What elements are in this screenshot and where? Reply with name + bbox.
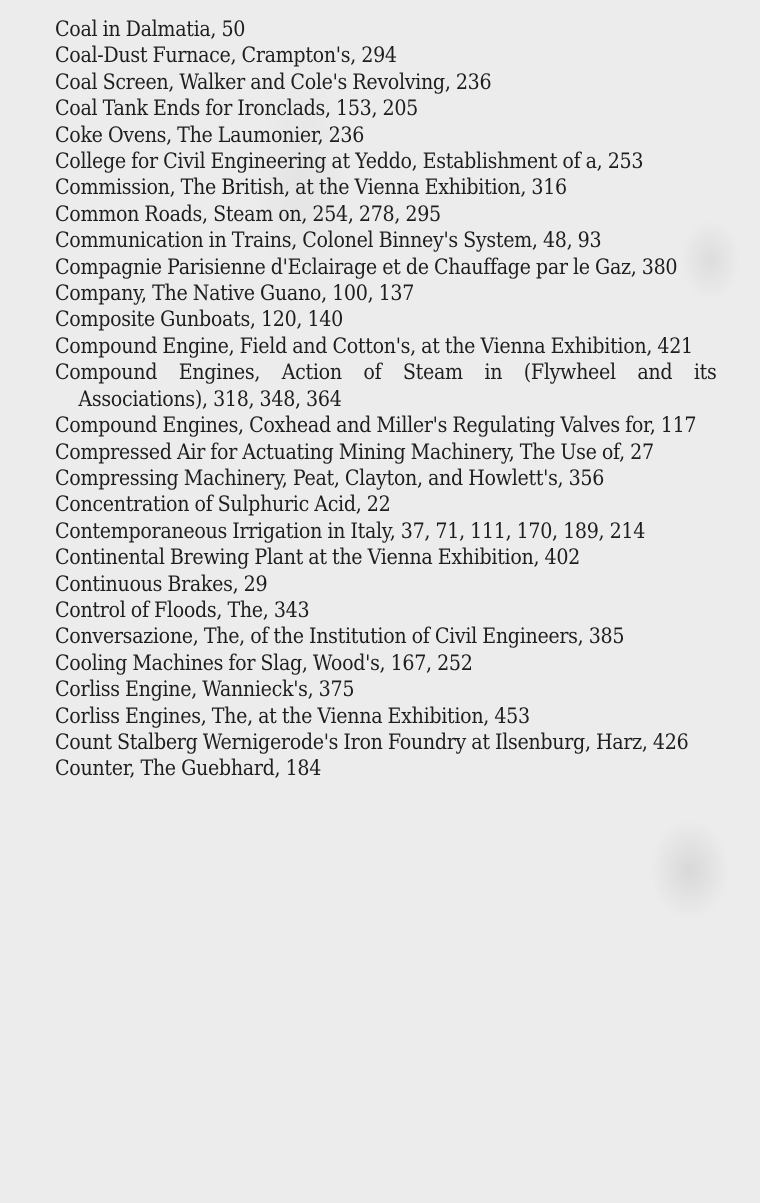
index-entry: Control of Floods, The, 343 xyxy=(55,596,310,622)
index-entry: Corliss Engine, Wannieck's, 375 xyxy=(55,676,355,702)
index-entry: Compressing Machinery, Peat, Clayton, and Howlett's, 356 xyxy=(55,464,605,490)
index-entry: Counter, The Guebhard, 184 xyxy=(55,755,322,781)
index-entry: Coal Tank Ends for Ironclads, 153, 205 xyxy=(55,95,418,121)
index-entry: Contemporaneous Irrigation in Italy, 37, 71, 111, 170, 189, 214 xyxy=(55,517,646,543)
index-entry: Communication in Trains, Colonel Binney's System, 48, 93 xyxy=(55,227,602,253)
index-entry: Corliss Engines, The, at the Vienna Exhibition, 453 xyxy=(55,702,530,728)
index-entry: College for Civil Engineering at Yeddo, Establishment of a, 253 xyxy=(55,148,644,174)
index-page xyxy=(55,16,717,782)
index-entry: Coal Screen, Walker and Cole's Revolving, 236 xyxy=(55,68,492,94)
index-entry: Concentration of Sulphuric Acid, 22 xyxy=(55,491,391,517)
index-entry: Common Roads, Steam on, 254, 278, 295 xyxy=(55,200,441,226)
index-entry: Coke Ovens, The Laumonier, 236 xyxy=(55,121,365,147)
index-entry: Count Stalberg Wernigerode's Iron Foundry at Ilsenburg, Harz, 426 xyxy=(55,728,689,754)
index-entry: Compagnie Parisienne d'Eclairage et de Chauffage par le Gaz, 380 xyxy=(55,253,678,279)
index-entry: Composite Gunboats, 120, 140 xyxy=(55,306,343,332)
index-entry: Compound Engine, Field and Cotton's, at the Vienna Exhibition, 421 xyxy=(55,332,693,358)
index-entry: Continuous Brakes, 29 xyxy=(55,570,268,596)
index-entry: Cooling Machines for Slag, Wood's, 167, 252 xyxy=(55,649,473,675)
index-entry: Company, The Native Guano, 100, 137 xyxy=(55,280,415,306)
index-entry: Coal-Dust Furnace, Crampton's, 294 xyxy=(55,42,397,68)
index-entry: Continental Brewing Plant at the Vienna Exhibition, 402 xyxy=(55,544,580,570)
index-entry: Compound Engines, Action of Steam in (Flywheel and its Associations), 318, 348, 364 xyxy=(55,359,717,411)
index-entry: Coal in Dalmatia, 50 xyxy=(55,16,246,41)
index-entry: Compound Engines, Coxhead and Miller's Regulating Valves for, 117 xyxy=(55,412,697,438)
index-entry: Commission, The British, at the Vienna Exhibition, 316 xyxy=(55,174,567,200)
index-entry: Compressed Air for Actuating Mining Machinery, The Use of, 27 xyxy=(55,438,654,464)
index-entry: Conversazione, The, of the Institution of Civil Engineers, 385 xyxy=(55,623,625,649)
